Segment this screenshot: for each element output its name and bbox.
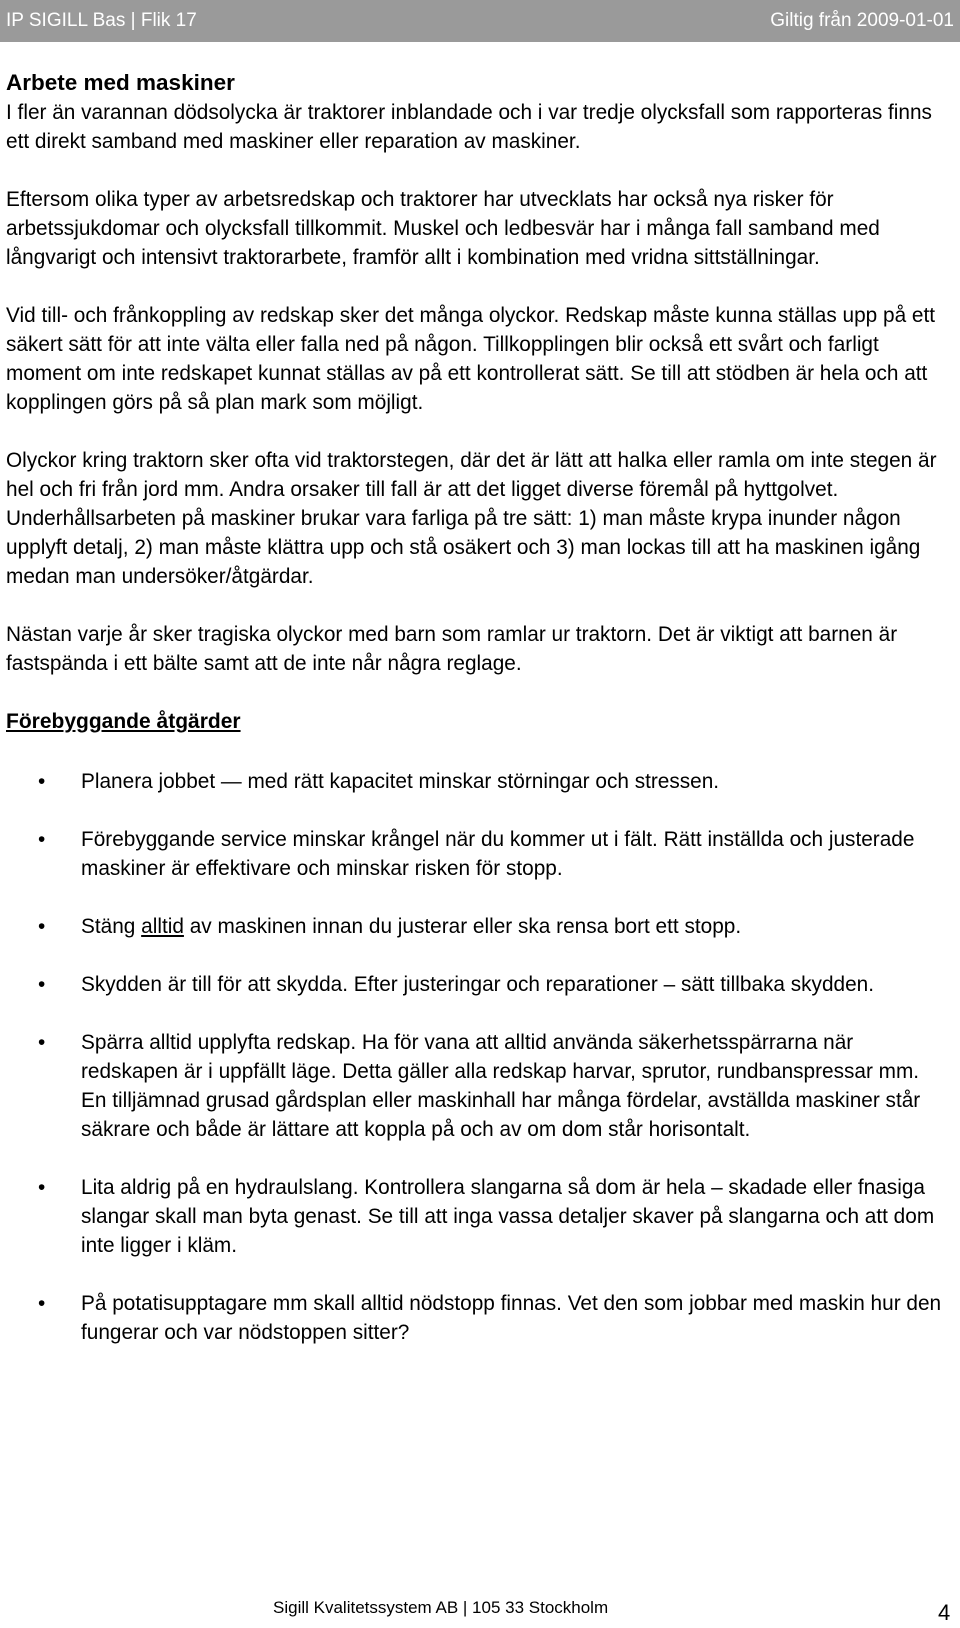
page-number: 4 xyxy=(938,1600,951,1625)
bullet-icon: • xyxy=(38,915,46,938)
footer-company: Sigill Kvalitetssystem AB | 105 33 Stockholm xyxy=(273,1598,609,1617)
paragraph-coupling: Vid till- och frånkoppling av redskap sker det många olyckor. Redskap måste kunna ställas upp på ett säkert sätt för att inte välta eller falla ned på någon. Tillkopplingen blir också ett svårt och farligt moment om inte redskapet kunnat ställas av på ett kontrollerat sätt. Se till att stödben är hela och att kopplingen görs på så plan mark som möjligt. xyxy=(6,304,936,414)
header-document-id: IP SIGILL Bas | Flik 17 xyxy=(6,10,197,31)
bullet-icon: • xyxy=(38,1176,46,1199)
list-item xyxy=(6,825,946,883)
bullet-icon: • xyxy=(38,1031,46,1054)
page-title: Arbete med maskiner xyxy=(6,70,235,95)
paragraph-children: Nästan varje år sker tragiska olyckor med barn som ramlar ur traktorn. Det är viktigt att barnen är fastspända i ett bälte samt att de inte når några reglage. xyxy=(6,623,898,675)
header-valid-date: Giltig från 2009-01-01 xyxy=(770,10,954,31)
list-item-text: Lita aldrig på en hydraulslang. Kontrollera slangarna så dom är hela – skadade eller fnasiga slangar skall man byta genast. Se till att inga vassa detaljer skaver på slangarna och att dom inte ligger i kläm. xyxy=(81,1176,935,1257)
list-item-text: Planera jobbet — med rätt kapacitet minskar störningar och stressen. xyxy=(81,770,720,793)
list-item xyxy=(6,970,946,999)
paragraph-falls: Olyckor kring traktorn sker ofta vid traktorstegen, där det är lätt att halka eller ramla om inte stegen är hel och fri från jord mm. Andra orsaker till fall är att det ligget diverse föremål på hyttgolvet. Underhållsarbeten på maskiner brukar vara farliga på tre sätt: 1) man måste krypa inunder någon upplyft detalj, 2) man måste klättra upp och stå osäkert och 3) man lockas till att ha maskinen igång medan man undersöker/åtgärdar. xyxy=(6,449,937,588)
list-item xyxy=(6,912,946,941)
bullet-icon: • xyxy=(38,770,46,793)
paragraph-risks: Eftersom olika typer av arbetsredskap och traktorer har utvecklats har också nya risker för arbetssjukdomar och olycksfall tillkommit. Muskel och ledbesvär har i många fall samband med långvarigt och intensivt traktorarbete, framför allt i kombination med vridna sittställningar. xyxy=(6,188,880,269)
list-item-text: Förebyggande service minskar krångel när du kommer ut i fält. Rätt inställda och justerade maskiner är effektivare och minskar risken för stopp. xyxy=(81,828,915,880)
list-item-text: På potatisupptagare mm skall alltid nödstopp finnas. Vet den som jobbar med maskin hur den fungerar och var nödstoppen sitter? xyxy=(81,1292,942,1344)
bullet-icon: • xyxy=(38,828,46,851)
bullet-icon: • xyxy=(38,1292,46,1315)
paragraph-intro: I fler än varannan dödsolycka är traktorer inblandade och i var tredje olycksfall som rapporteras finns ett direkt samband med maskiner eller reparation av maskiner. xyxy=(6,101,932,153)
document-body xyxy=(6,68,946,1376)
list-item xyxy=(6,1289,946,1347)
list-item-text: Skydden är till för att skydda. Efter justeringar och reparationer – sätt tillbaka skydden. xyxy=(81,973,874,996)
section-title: Förebyggande åtgärder xyxy=(6,710,241,733)
preventive-measures-list xyxy=(6,767,946,1347)
emphasis-underlined: alltid xyxy=(141,915,184,938)
list-item xyxy=(6,1173,946,1260)
bullet-icon: • xyxy=(38,973,46,996)
list-item xyxy=(6,1028,946,1144)
list-item-text: Stäng alltid av maskinen innan du justerar eller ska rensa bort ett stopp. xyxy=(81,915,742,938)
list-item-text: Spärra alltid upplyfta redskap. Ha för vana att alltid använda säkerhetsspärrarna när redskapen är i uppfällt läge. Detta gäller alla redskap harvar, sprutor, rundbanspressar mm. En tilljämnad grusad gårdsplan eller maskinhall har många fördelar, avställda maskiner står säkrare och både är lättare att koppla på och av om dom står horisontalt. xyxy=(81,1031,921,1141)
page-header xyxy=(0,0,960,42)
list-item xyxy=(6,767,946,796)
